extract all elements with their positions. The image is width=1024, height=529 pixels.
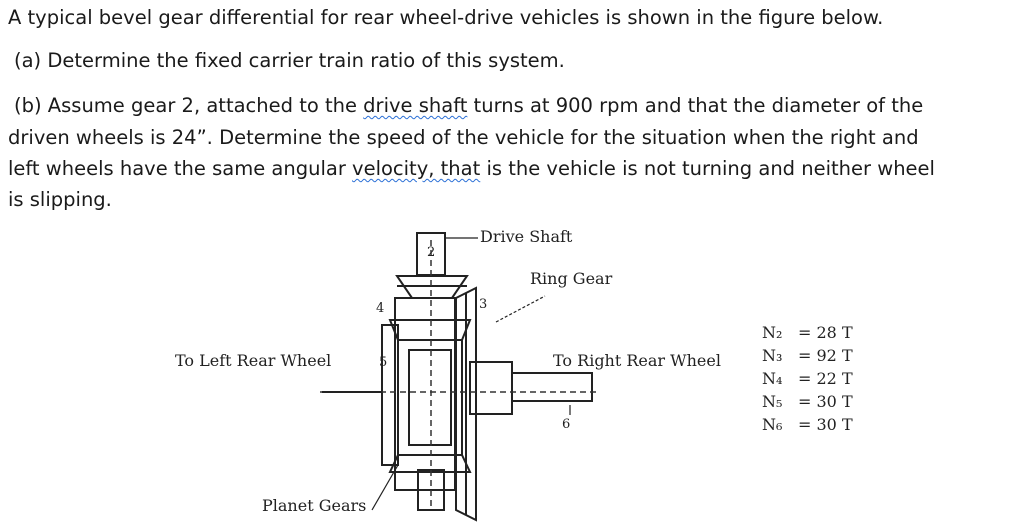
question-a: (a) Determine the fixed carrier train ratio of this system. (14, 49, 565, 72)
question-b-line-2: driven wheels is 24”. Determine the speed of the vehicle for the situation when the right and (8, 126, 919, 149)
label-right-wheel: To Right Rear Wheel (553, 351, 721, 370)
label-left-wheel: To Left Rear Wheel (175, 351, 332, 370)
teeth-value-5: = 30 T (798, 392, 853, 411)
question-b-text: is the vehicle is not turning and neither wheel (480, 157, 935, 180)
question-b-text: (b) Assume gear 2, attached to the (14, 94, 364, 117)
teeth-value-3: = 92 T (798, 346, 853, 365)
gear-5 (409, 350, 451, 445)
question-b-line-4: is slipping. (8, 188, 112, 211)
problem-intro: A typical bevel gear differential for rear wheel-drive vehicles is shown in the figure below. (8, 6, 884, 29)
gear-4 (390, 320, 470, 340)
teeth-value-6: = 30 T (798, 415, 853, 434)
gear-number-2: 2 (427, 245, 436, 260)
spell-underline: velocity, that (352, 157, 481, 180)
gear-number-5: 5 (379, 355, 388, 370)
teeth-gear-5: N₅ (762, 392, 783, 411)
teeth-value-4: = 22 T (798, 369, 853, 388)
right-axle (512, 373, 592, 401)
teeth-gear-2: N₂ (762, 323, 783, 342)
teeth-table (762, 323, 853, 434)
teeth-gear-3: N₃ (762, 346, 783, 365)
question-b-line-1 (14, 96, 923, 116)
label-drive-shaft: Drive Shaft (480, 227, 573, 246)
teeth-gear-4: N₄ (762, 369, 783, 388)
question-b-line-3 (8, 159, 935, 179)
planet-gear-body (398, 340, 462, 455)
gear-number-4: 4 (376, 301, 385, 316)
differential-figure (150, 215, 870, 529)
gear-number-3: 3 (479, 297, 488, 312)
label-ring-gear: Ring Gear (530, 269, 613, 288)
teeth-value-2: = 28 T (798, 323, 853, 342)
teeth-gear-6: N₆ (762, 415, 783, 434)
gear-number-6: 6 (562, 417, 571, 432)
question-b-text: left wheels have the same angular (8, 157, 353, 180)
label-planet-gears: Planet Gears (262, 496, 367, 515)
carrier (395, 298, 455, 490)
question-b-text: turns at 900 rpm and that the diameter of the (467, 94, 924, 117)
spell-underline: drive shaft (363, 94, 468, 117)
